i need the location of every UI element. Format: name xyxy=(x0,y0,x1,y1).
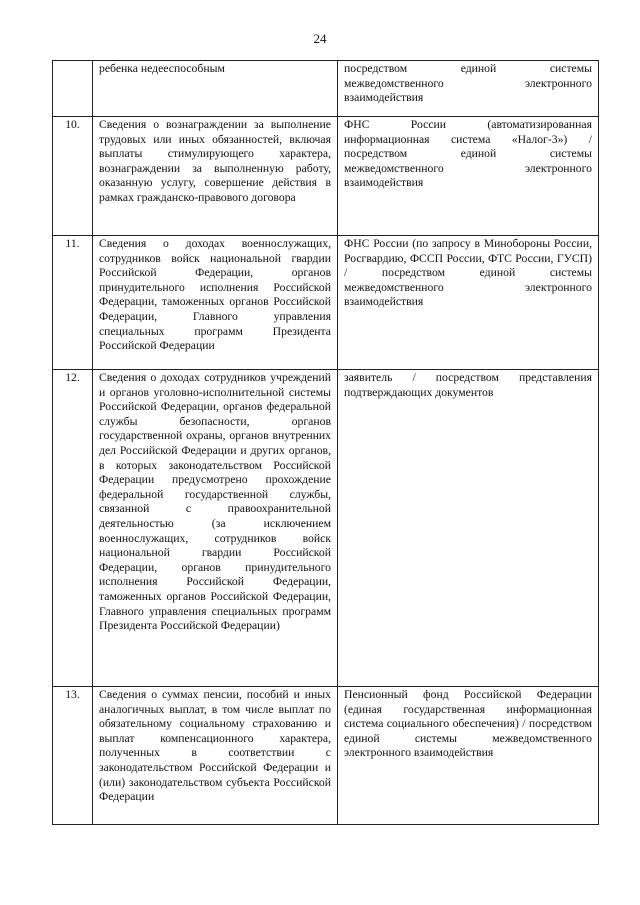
row-number: 12. xyxy=(53,370,93,687)
description-text: Сведения о доходах сотрудников учреждений и органов уголовно-исполнительной системы Российской Федерации, органов федеральной службы безопасности, органов государственной охраны, органов внутренних дел Российской Федерации и других органов, в которых законодательством Российской Федерации предусмотрено прохождение федеральной государственной службы, связанной с правоохранительной деятельностью (за исключением военнослужащих, сотрудников войск национальной гвардии Российской Федерации, органов принудительного исполнения Российской Федерации, таможенных органов Российской Федерации, Главного управления специальных программ Президента Российской Федерации) xyxy=(99,371,331,633)
row-description xyxy=(93,687,338,825)
table-row xyxy=(53,687,599,825)
row-description xyxy=(93,61,338,117)
row-source xyxy=(338,370,599,687)
row-number: 11. xyxy=(53,236,93,370)
source-text: Пенсионный фонд Российской Федерации (единая государственная информационная система социального обеспечения) / посредством единой системы межведомственного электронного взаимодействия xyxy=(344,688,592,760)
description-text: Сведения о суммах пенсии, пособий и иных аналогичных выплат, в том числе выплат по обязательному социальному страхованию и выплат компенсационного характера, полученных в соответствии с законодательством Российской Федерации и (или) законодательством субъекта Российской Федерации xyxy=(99,688,331,804)
table-row xyxy=(53,117,599,236)
row-source xyxy=(338,236,599,370)
row-number: 13. xyxy=(53,687,93,825)
row-source xyxy=(338,61,599,117)
page-number: 24 xyxy=(313,31,327,46)
description-text: Сведения о вознаграждении за выполнение трудовых или иных обязанностей, включая выплаты стимулирующего характера, вознаграждении за выполненную работу, оказанную услугу, совершение действия в рамках гражданско-правового договора xyxy=(99,118,331,204)
table-row xyxy=(53,61,599,117)
description-text: Сведения о доходах военнослужащих, сотрудников войск национальной гвардии Российской Федерации, органов принудительного исполнения Российской Федерации, таможенных органов Российской Федерации, Главного управления специальных программ Президента Российской Федерации xyxy=(99,237,331,353)
row-source xyxy=(338,687,599,825)
source-text: ФНС России (по запросу в Минобороны России, Росгвардию, ФССП России, ФТС России, ГУСП) / посредством единой системы межведомственного электронного взаимодействия xyxy=(344,237,592,309)
row-number: 10. xyxy=(53,117,93,236)
table-row xyxy=(53,370,599,687)
table-row xyxy=(53,236,599,370)
data-table xyxy=(52,60,599,825)
row-description xyxy=(93,236,338,370)
source-text: ФНС России (автоматизированная информационная система «Налог-3») / посредством единой системы межведомственного электронного взаимодействия xyxy=(344,118,592,190)
source-text: посредством единой системы межведомственного электронного взаимодействия xyxy=(344,62,592,105)
row-description xyxy=(93,370,338,687)
source-text: заявитель / посредством представления подтверждающих документов xyxy=(344,371,592,399)
row-source xyxy=(338,117,599,236)
row-number xyxy=(53,61,93,117)
row-description xyxy=(93,117,338,236)
description-text: ребенка недееспособным xyxy=(99,62,225,75)
